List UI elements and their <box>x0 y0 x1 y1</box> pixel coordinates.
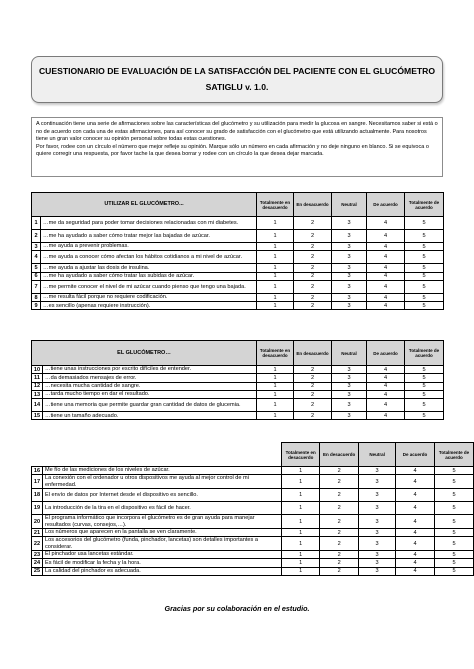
rating-option-2[interactable]: 2 <box>294 243 332 251</box>
question-row <box>32 475 474 489</box>
rating-option-2[interactable]: 2 <box>294 217 332 230</box>
question-number: 22 <box>32 537 43 551</box>
question-text: Los números que aparecen en la pantalla se ven claramente. <box>42 528 281 536</box>
rating-option-1[interactable]: 1 <box>257 272 294 280</box>
rating-option-2[interactable]: 2 <box>294 390 332 398</box>
rating-option-5[interactable]: 5 <box>405 251 444 264</box>
rating-option-5[interactable]: 5 <box>435 502 474 515</box>
rating-option-4[interactable]: 4 <box>396 467 435 475</box>
question-number: 25 <box>32 567 43 575</box>
rating-option-2[interactable]: 2 <box>294 412 332 420</box>
scale-header-neutral: Neutral <box>359 443 396 467</box>
rating-option-1[interactable]: 1 <box>257 399 294 412</box>
rating-option-1[interactable]: 1 <box>282 567 320 575</box>
question-text: …me resulta fácil porque no requiere codificación. <box>41 293 257 301</box>
rating-option-4[interactable]: 4 <box>367 293 405 301</box>
rating-option-4[interactable]: 4 <box>367 251 405 264</box>
question-text: El programa informático que incorpora el glucómetro es de gran ayuda para manejar resultados (curvas, consejos,…). <box>42 515 281 529</box>
rating-option-3[interactable]: 3 <box>332 280 367 293</box>
rating-option-3[interactable]: 3 <box>359 467 396 475</box>
question-number: 15 <box>32 412 43 420</box>
question-text: …da demasiados mensajes de error. <box>43 374 257 382</box>
question-text: …me ayuda a prevenir problemas. <box>41 243 257 251</box>
question-text: …me ayuda a ajustar las dosis de insulina. <box>41 264 257 272</box>
question-number: 4 <box>32 251 41 264</box>
question-text: …me da seguridad para poder tomar decisiones relacionadas con mi diabetes. <box>41 217 257 230</box>
rating-option-1[interactable]: 1 <box>282 515 320 529</box>
rating-option-2[interactable]: 2 <box>294 264 332 272</box>
question-number: 24 <box>32 559 43 567</box>
rating-option-3[interactable]: 3 <box>332 217 367 230</box>
question-number: 16 <box>32 467 43 475</box>
question-row <box>32 515 474 529</box>
rating-option-5[interactable]: 5 <box>405 230 444 243</box>
question-text: …me ha ayudado a saber cómo tratar mejor las bajadas de azúcar. <box>41 230 257 243</box>
question-row <box>32 217 444 230</box>
question-row <box>32 412 444 420</box>
rating-option-5[interactable]: 5 <box>435 475 474 489</box>
rating-option-3[interactable]: 3 <box>359 559 396 567</box>
rating-option-3[interactable]: 3 <box>332 264 367 272</box>
scale-header-totally-disagree: Totalmente en desacuerdo <box>257 341 294 366</box>
rating-option-3[interactable]: 3 <box>332 251 367 264</box>
rating-option-2[interactable]: 2 <box>294 374 332 382</box>
instructions-box <box>31 117 443 177</box>
rating-option-1[interactable]: 1 <box>257 280 294 293</box>
question-text: El pinchador usa lancetas estándar. <box>42 551 281 559</box>
rating-option-2[interactable]: 2 <box>320 559 359 567</box>
rating-option-2[interactable]: 2 <box>320 515 359 529</box>
rating-option-4[interactable]: 4 <box>396 559 435 567</box>
rating-option-2[interactable]: 2 <box>294 280 332 293</box>
rating-option-5[interactable]: 5 <box>405 374 444 382</box>
rating-option-5[interactable]: 5 <box>405 366 444 374</box>
question-text: …me ha ayudado a saber cómo tratar las subidas de azúcar. <box>41 272 257 280</box>
question-row <box>32 302 444 310</box>
question-number: 3 <box>32 243 41 251</box>
rating-option-2[interactable]: 2 <box>320 489 359 502</box>
rating-option-1[interactable]: 1 <box>282 467 320 475</box>
rating-option-5[interactable]: 5 <box>405 399 444 412</box>
question-row <box>32 230 444 243</box>
rating-option-1[interactable]: 1 <box>257 251 294 264</box>
question-number: 14 <box>32 399 43 412</box>
question-text: El envío de datos por Internet desde el dispositivo es sencillo. <box>42 489 281 502</box>
rating-option-1[interactable]: 1 <box>257 217 294 230</box>
rating-option-4[interactable]: 4 <box>367 399 405 412</box>
question-text: …me ayuda a conocer cómo afectan los hábitos cotidianos a mi nivel de azúcar. <box>41 251 257 264</box>
question-row <box>32 467 474 475</box>
rating-option-5[interactable]: 5 <box>435 528 474 536</box>
question-row <box>32 264 444 272</box>
question-row <box>32 528 474 536</box>
question-number: 13 <box>32 390 43 398</box>
question-text: La conexión con el ordenador u otros dispositivos me ayuda al mejor control de mi enfermedad. <box>42 475 281 489</box>
question-row <box>32 243 444 251</box>
question-row <box>32 374 444 382</box>
rating-option-4[interactable]: 4 <box>396 475 435 489</box>
rating-option-5[interactable]: 5 <box>435 567 474 575</box>
rating-option-2[interactable]: 2 <box>294 230 332 243</box>
scale-header-agree: De acuerdo <box>367 193 405 217</box>
rating-option-2[interactable]: 2 <box>320 467 359 475</box>
question-number: 7 <box>32 280 41 293</box>
rating-option-1[interactable]: 1 <box>282 502 320 515</box>
scale-header-totally-disagree: Totalmente en desacuerdo <box>282 443 320 467</box>
rating-option-4[interactable]: 4 <box>396 551 435 559</box>
question-number: 1 <box>32 217 41 230</box>
question-number: 17 <box>32 475 43 489</box>
question-number: 11 <box>32 374 43 382</box>
rating-option-3[interactable]: 3 <box>359 475 396 489</box>
instructions-paragraph-1: A continuación tiene una serie de afirmaciones sobre las características del glucómetro y su utilización para medir la glucosa en sangre. Necesitamos saber si está o no de acuerdo con cada una de estas afirmaciones, para así conocer su grado de satisfacción con el glucómetro que está utilizando actualmente. Para nosotros tiene un gran valor conocer su opinión personal sobre todas estas cuestiones. <box>36 121 438 143</box>
rating-option-4[interactable]: 4 <box>367 230 405 243</box>
rating-option-4[interactable]: 4 <box>367 390 405 398</box>
rating-option-1[interactable]: 1 <box>282 475 320 489</box>
scale-header-agree: De acuerdo <box>396 443 435 467</box>
scale-header-neutral: Neutral <box>332 193 367 217</box>
question-text: …es sencillo (apenas requiere instrucción). <box>41 302 257 310</box>
rating-option-3[interactable]: 3 <box>332 302 367 310</box>
section-3-table <box>31 442 474 576</box>
rating-option-3[interactable]: 3 <box>332 374 367 382</box>
questionnaire-title: CUESTIONARIO DE EVALUACIÓN DE LA SATISFACCIÓN DEL PACIENTE CON EL GLUCÓMETRO <box>38 66 436 76</box>
question-number: 9 <box>32 302 41 310</box>
rating-option-1[interactable]: 1 <box>282 559 320 567</box>
rating-option-5[interactable]: 5 <box>435 467 474 475</box>
rating-option-2[interactable]: 2 <box>294 251 332 264</box>
rating-option-2[interactable]: 2 <box>320 475 359 489</box>
section-3-heading-blank <box>32 443 282 467</box>
rating-option-1[interactable]: 1 <box>257 230 294 243</box>
scale-header-disagree: En desacuerdo <box>294 193 332 217</box>
rating-option-4[interactable]: 4 <box>367 243 405 251</box>
question-number: 8 <box>32 293 41 301</box>
question-text: …me permite conocer el nivel de mi azúcar cuando pienso que tengo una bajada. <box>41 280 257 293</box>
rating-option-5[interactable]: 5 <box>405 390 444 398</box>
question-number: 23 <box>32 551 43 559</box>
rating-option-1[interactable]: 1 <box>257 412 294 420</box>
rating-option-1[interactable]: 1 <box>282 537 320 551</box>
rating-option-1[interactable]: 1 <box>257 243 294 251</box>
rating-option-2[interactable]: 2 <box>294 302 332 310</box>
rating-option-4[interactable]: 4 <box>367 366 405 374</box>
scale-header-neutral: Neutral <box>332 341 367 366</box>
question-text: La calidad del pinchador es adecuada. <box>42 567 281 575</box>
rating-option-3[interactable]: 3 <box>332 382 367 390</box>
question-text: …tiene una memoria que permite guardar gran cantidad de datos de glucemia. <box>43 399 257 412</box>
rating-option-3[interactable]: 3 <box>359 537 396 551</box>
rating-option-1[interactable]: 1 <box>282 528 320 536</box>
question-number: 10 <box>32 366 43 374</box>
rating-option-5[interactable]: 5 <box>405 264 444 272</box>
question-text: Es fácil de modificar la fecha y la hora. <box>42 559 281 567</box>
rating-option-5[interactable]: 5 <box>405 302 444 310</box>
rating-option-5[interactable]: 5 <box>405 272 444 280</box>
rating-option-2[interactable]: 2 <box>320 567 359 575</box>
rating-option-2[interactable]: 2 <box>294 272 332 280</box>
rating-option-5[interactable]: 5 <box>435 515 474 529</box>
rating-option-2[interactable]: 2 <box>320 537 359 551</box>
rating-option-4[interactable]: 4 <box>396 567 435 575</box>
instructions-paragraph-2: Por favor, rodee con un círculo el número que mejor refleje su opinión. Marque sólo un número en cada afirmación y no deje ninguno en blanco. Si se equivoca o quiere corregir una respuesta, por favor tache la que desea borrar y rodee con un círculo la que desea dejar marcada. <box>36 143 429 158</box>
rating-option-3[interactable]: 3 <box>332 390 367 398</box>
question-row <box>32 551 474 559</box>
rating-option-5[interactable]: 5 <box>405 217 444 230</box>
rating-option-5[interactable]: 5 <box>405 280 444 293</box>
question-row <box>32 272 444 280</box>
rating-option-4[interactable]: 4 <box>367 412 405 420</box>
question-row <box>32 559 474 567</box>
question-text: La introducción de la tira en el dispositivo es fácil de hacer. <box>42 502 281 515</box>
rating-option-3[interactable]: 3 <box>332 243 367 251</box>
rating-option-4[interactable]: 4 <box>367 382 405 390</box>
rating-option-4[interactable]: 4 <box>396 528 435 536</box>
rating-option-4[interactable]: 4 <box>396 537 435 551</box>
question-number: 21 <box>32 528 43 536</box>
question-number: 19 <box>32 502 43 515</box>
question-text: …tiene un tamaño adecuado. <box>43 412 257 420</box>
question-row <box>32 390 444 398</box>
question-row <box>32 489 474 502</box>
rating-option-1[interactable]: 1 <box>257 264 294 272</box>
rating-option-5[interactable]: 5 <box>435 559 474 567</box>
rating-option-3[interactable]: 3 <box>359 528 396 536</box>
scale-header-agree: De acuerdo <box>367 341 405 366</box>
scale-header-totally-agree: Totalmente de acuerdo <box>405 193 444 217</box>
rating-option-5[interactable]: 5 <box>405 412 444 420</box>
rating-option-3[interactable]: 3 <box>332 272 367 280</box>
question-row <box>32 293 444 301</box>
question-row <box>32 502 474 515</box>
question-row <box>32 366 444 374</box>
rating-option-4[interactable]: 4 <box>396 515 435 529</box>
rating-option-4[interactable]: 4 <box>367 302 405 310</box>
rating-option-3[interactable]: 3 <box>359 489 396 502</box>
rating-option-2[interactable]: 2 <box>294 399 332 412</box>
question-number: 5 <box>32 264 41 272</box>
thank-you-note: Gracias por su colaboración en el estudio. <box>164 604 310 613</box>
question-row <box>32 382 444 390</box>
question-text: …tarda mucho tiempo en dar el resultado. <box>43 390 257 398</box>
rating-option-1[interactable]: 1 <box>257 390 294 398</box>
section-1-table <box>31 192 444 310</box>
question-row <box>32 251 444 264</box>
section-1-heading: UTILIZAR EL GLUCÓMETRO... <box>32 193 257 217</box>
rating-option-3[interactable]: 3 <box>332 399 367 412</box>
section-2-heading: EL GLUCÓMETRO… <box>32 341 257 366</box>
rating-option-3[interactable]: 3 <box>332 293 367 301</box>
rating-option-4[interactable]: 4 <box>367 280 405 293</box>
rating-option-4[interactable]: 4 <box>367 272 405 280</box>
question-number: 20 <box>32 515 43 529</box>
rating-option-3[interactable]: 3 <box>332 412 367 420</box>
rating-option-5[interactable]: 5 <box>405 293 444 301</box>
rating-option-5[interactable]: 5 <box>405 382 444 390</box>
question-number: 12 <box>32 382 43 390</box>
rating-option-1[interactable]: 1 <box>257 366 294 374</box>
section-2-table <box>31 340 444 420</box>
rating-option-4[interactable]: 4 <box>396 489 435 502</box>
questionnaire-title-box <box>31 56 443 103</box>
rating-option-1[interactable]: 1 <box>282 489 320 502</box>
rating-option-3[interactable]: 3 <box>332 366 367 374</box>
scale-header-totally-agree: Totalmente de acuerdo <box>435 443 474 467</box>
rating-option-3[interactable]: 3 <box>332 230 367 243</box>
rating-option-4[interactable]: 4 <box>367 217 405 230</box>
rating-option-4[interactable]: 4 <box>367 374 405 382</box>
question-text: …necesita mucha cantidad de sangre. <box>43 382 257 390</box>
question-row <box>32 399 444 412</box>
rating-option-2[interactable]: 2 <box>320 551 359 559</box>
rating-option-3[interactable]: 3 <box>359 502 396 515</box>
rating-option-2[interactable]: 2 <box>320 502 359 515</box>
rating-option-1[interactable]: 1 <box>257 382 294 390</box>
rating-option-5[interactable]: 5 <box>405 243 444 251</box>
questionnaire-version: SATIGLU v. 1.0. <box>205 82 269 92</box>
rating-option-5[interactable]: 5 <box>435 537 474 551</box>
scale-header-disagree: En desacuerdo <box>320 443 359 467</box>
question-row <box>32 537 474 551</box>
question-number: 6 <box>32 272 41 280</box>
question-text: Los accesorios del glucómetro (funda, pinchador, lancetas) son detalles importantes a considerar. <box>42 537 281 551</box>
rating-option-2[interactable]: 2 <box>294 366 332 374</box>
rating-option-2[interactable]: 2 <box>294 382 332 390</box>
question-number: 2 <box>32 230 41 243</box>
question-text: …tiene unas instrucciones por escrito difíciles de entender. <box>43 366 257 374</box>
rating-option-5[interactable]: 5 <box>435 489 474 502</box>
rating-option-2[interactable]: 2 <box>294 293 332 301</box>
rating-option-3[interactable]: 3 <box>359 515 396 529</box>
rating-option-4[interactable]: 4 <box>396 502 435 515</box>
rating-option-3[interactable]: 3 <box>359 567 396 575</box>
rating-option-1[interactable]: 1 <box>257 374 294 382</box>
rating-option-5[interactable]: 5 <box>435 551 474 559</box>
scale-header-totally-agree: Totalmente de acuerdo <box>405 341 444 366</box>
question-text: Me fío de las mediciones de los niveles de azúcar. <box>42 467 281 475</box>
question-number: 18 <box>32 489 43 502</box>
question-row <box>32 567 474 575</box>
rating-option-2[interactable]: 2 <box>320 528 359 536</box>
scale-header-disagree: En desacuerdo <box>294 341 332 366</box>
scale-header-totally-disagree: Totalmente en desacuerdo <box>257 193 294 217</box>
question-row <box>32 280 444 293</box>
rating-option-4[interactable]: 4 <box>367 264 405 272</box>
rating-option-1[interactable]: 1 <box>257 302 294 310</box>
rating-option-1[interactable]: 1 <box>257 293 294 301</box>
rating-option-1[interactable]: 1 <box>282 551 320 559</box>
rating-option-3[interactable]: 3 <box>359 551 396 559</box>
